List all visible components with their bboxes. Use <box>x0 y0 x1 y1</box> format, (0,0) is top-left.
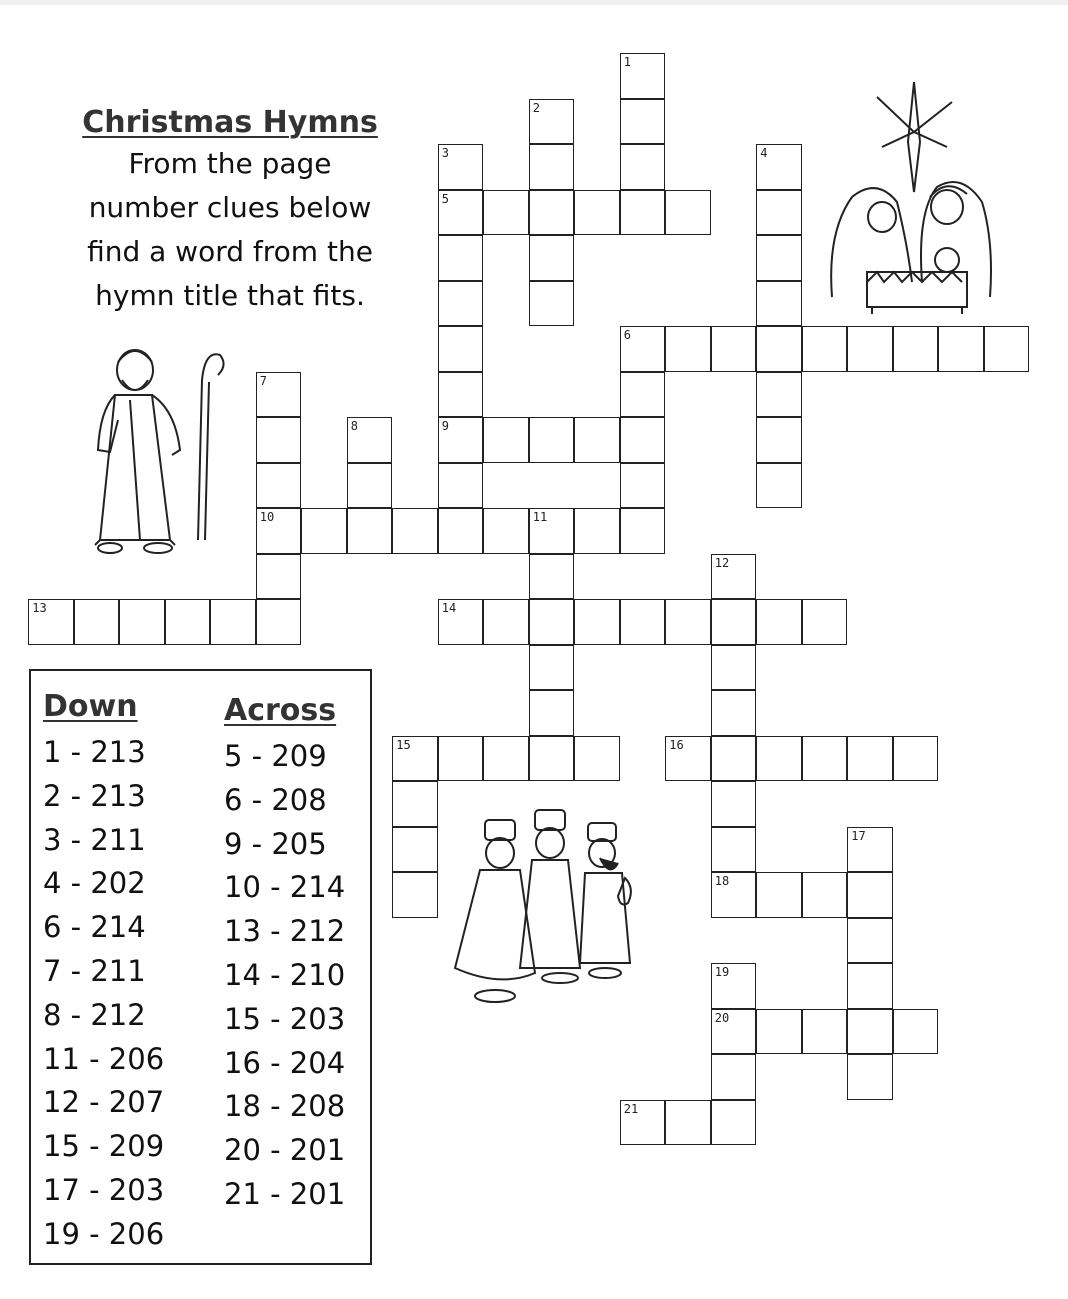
down-clue: 7 - 211 <box>43 953 146 988</box>
crossword-cell[interactable] <box>756 736 802 782</box>
crossword-cell[interactable] <box>529 599 575 645</box>
down-clue: 3 - 211 <box>43 822 146 857</box>
crossword-cell[interactable] <box>483 736 529 782</box>
crossword-cell[interactable] <box>392 736 438 782</box>
crossword-cell[interactable] <box>529 690 575 736</box>
crossword-cell[interactable] <box>756 463 802 509</box>
crossword-cell[interactable] <box>620 417 666 463</box>
crossword-cell[interactable] <box>711 827 757 873</box>
crossword-cell[interactable] <box>574 190 620 236</box>
crossword-cell[interactable] <box>392 872 438 918</box>
clue-number: 7 <box>259 373 267 388</box>
crossword-cell[interactable] <box>620 99 666 145</box>
crossword-cell[interactable] <box>347 508 393 554</box>
crossword-cell[interactable] <box>711 872 757 918</box>
crossword-cell[interactable] <box>483 417 529 463</box>
crossword-cell[interactable] <box>392 827 438 873</box>
clue-number: 13 <box>32 601 47 616</box>
across-clue: 9 - 205 <box>224 826 327 861</box>
across-clue: 14 - 210 <box>224 957 346 992</box>
crossword-cell[interactable] <box>847 1009 893 1055</box>
page-title: Christmas Hymns <box>82 105 378 140</box>
crossword-cell[interactable] <box>392 508 438 554</box>
instruction-line-2: number clues below <box>88 191 372 224</box>
across-clue: 13 - 212 <box>224 914 346 949</box>
crossword-cell[interactable] <box>574 508 620 554</box>
crossword-cell[interactable] <box>938 326 984 372</box>
crossword-cell[interactable] <box>620 53 666 99</box>
crossword-cell[interactable] <box>483 599 529 645</box>
crossword-cell[interactable] <box>802 1009 848 1055</box>
crossword-cell[interactable] <box>802 599 848 645</box>
clue-number: 11 <box>532 510 548 525</box>
clue-number: 14 <box>441 601 457 616</box>
crossword-cell[interactable] <box>438 417 484 463</box>
clue-number: 9 <box>441 419 449 434</box>
crossword-cell[interactable] <box>620 326 666 372</box>
crossword-cell[interactable] <box>756 144 802 190</box>
across-clue: 15 - 203 <box>224 1001 346 1036</box>
crossword-cell[interactable] <box>438 599 484 645</box>
clue-number: 20 <box>714 1010 730 1025</box>
crossword-cell[interactable] <box>711 326 757 372</box>
crossword-cell[interactable] <box>711 690 757 736</box>
crossword-cell[interactable] <box>756 235 802 281</box>
across-clue: 21 - 201 <box>224 1176 346 1211</box>
clue-number: 15 <box>396 737 411 752</box>
crossword-cell[interactable] <box>756 326 802 372</box>
crossword-cell[interactable] <box>802 736 848 782</box>
crossword-cell[interactable] <box>847 326 893 372</box>
crossword-cell[interactable] <box>438 235 484 281</box>
crossword-cell[interactable] <box>529 144 575 190</box>
across-clue: 18 - 208 <box>224 1089 346 1124</box>
crossword-cell[interactable] <box>119 599 165 645</box>
crossword-cell[interactable] <box>711 645 757 691</box>
crossword-cell[interactable] <box>210 599 256 645</box>
clues-box <box>29 669 372 1265</box>
crossword-cell[interactable] <box>28 599 74 645</box>
crossword-cell[interactable] <box>256 463 302 509</box>
crossword-cell[interactable] <box>711 1054 757 1100</box>
instruction-line-1: From the page <box>128 147 332 180</box>
crossword-cell[interactable] <box>756 372 802 418</box>
clue-number: 17 <box>851 828 866 843</box>
crossword-cell[interactable] <box>347 463 393 509</box>
down-clue: 8 - 212 <box>43 997 146 1032</box>
crossword-cell[interactable] <box>165 599 211 645</box>
crossword-cell[interactable] <box>893 1009 939 1055</box>
down-clue: 4 - 202 <box>43 866 146 901</box>
clue-number: 6 <box>623 328 631 343</box>
crossword-cell[interactable] <box>438 736 484 782</box>
crossword-cell[interactable] <box>529 508 575 554</box>
down-clue: 1 - 213 <box>43 735 146 769</box>
crossword-cell[interactable] <box>438 463 484 509</box>
crossword-cell[interactable] <box>620 372 666 418</box>
crossword-cell[interactable] <box>756 417 802 463</box>
crossword-cell[interactable] <box>984 326 1030 372</box>
crossword-cell[interactable] <box>620 190 666 236</box>
crossword-cell[interactable] <box>256 508 302 554</box>
crossword-cell[interactable] <box>756 872 802 918</box>
crossword-cell[interactable] <box>756 599 802 645</box>
crossword-cell[interactable] <box>711 963 757 1009</box>
crossword-cell[interactable] <box>74 599 120 645</box>
across-clue: 6 - 208 <box>224 782 327 817</box>
down-clue: 15 - 209 <box>43 1129 165 1164</box>
down-clue: 17 - 203 <box>43 1172 165 1207</box>
crossword-cell[interactable] <box>620 599 666 645</box>
crossword-cell[interactable] <box>529 281 575 327</box>
down-heading: Down <box>43 689 138 724</box>
clue-number: 1 <box>623 55 631 70</box>
clue-number: 5 <box>441 191 449 206</box>
crossword-cell[interactable] <box>847 963 893 1009</box>
crossword-cell[interactable] <box>756 281 802 327</box>
crossword-cell[interactable] <box>711 781 757 827</box>
down-clue: 12 - 207 <box>43 1085 165 1120</box>
crossword-cell[interactable] <box>756 190 802 236</box>
across-heading: Across <box>224 693 337 728</box>
down-clues <box>43 687 164 1257</box>
clue-number: 18 <box>714 874 730 889</box>
crossword-cell[interactable] <box>347 417 393 463</box>
down-clue: 11 - 206 <box>43 1041 165 1076</box>
crossword-cell[interactable] <box>847 827 893 873</box>
crossword-cell[interactable] <box>665 190 711 236</box>
crossword-cell[interactable] <box>711 1009 757 1055</box>
down-clue: 6 - 214 <box>43 910 146 945</box>
crossword-cell[interactable] <box>256 599 302 645</box>
crossword-cell[interactable] <box>574 736 620 782</box>
crossword-cell[interactable] <box>847 736 893 782</box>
clue-number: 2 <box>532 100 540 115</box>
crossword-cell[interactable] <box>256 417 302 463</box>
across-clue: 16 - 204 <box>224 1045 346 1080</box>
crossword-cell[interactable] <box>847 918 893 964</box>
across-clue: 20 - 201 <box>224 1133 346 1168</box>
crossword-cell[interactable] <box>620 463 666 509</box>
crossword-cell[interactable] <box>711 736 757 782</box>
crossword-cell[interactable] <box>438 281 484 327</box>
crossword-cell[interactable] <box>392 781 438 827</box>
crossword-cell[interactable] <box>802 872 848 918</box>
crossword-cell[interactable] <box>620 1100 666 1146</box>
crossword-cell[interactable] <box>529 554 575 600</box>
crossword-cell[interactable] <box>665 599 711 645</box>
crossword-cell[interactable] <box>529 190 575 236</box>
crossword-cell[interactable] <box>529 417 575 463</box>
crossword-cell[interactable] <box>438 372 484 418</box>
crossword-cell[interactable] <box>620 508 666 554</box>
clue-number: 8 <box>350 419 358 434</box>
crossword-cell[interactable] <box>301 508 347 554</box>
crossword-cell[interactable] <box>529 235 575 281</box>
crossword-cell[interactable] <box>574 417 620 463</box>
crossword-cell[interactable] <box>756 1009 802 1055</box>
instruction-line-3: find a word from the <box>87 235 373 268</box>
crossword-cell[interactable] <box>438 326 484 372</box>
crossword-cell[interactable] <box>893 326 939 372</box>
crossword-cell[interactable] <box>483 190 529 236</box>
clue-number: 19 <box>714 965 730 980</box>
crossword-cell[interactable] <box>256 372 302 418</box>
crossword-cell[interactable] <box>483 508 529 554</box>
clue-number: 10 <box>259 510 275 525</box>
crossword-cell[interactable] <box>529 645 575 691</box>
crossword-cell[interactable] <box>438 144 484 190</box>
across-clue: 5 - 209 <box>224 739 327 773</box>
down-clue: 2 - 213 <box>43 778 146 813</box>
clue-number: 3 <box>441 146 449 161</box>
crossword-cell[interactable] <box>529 736 575 782</box>
across-clues <box>224 687 345 1217</box>
crossword-cell[interactable] <box>574 599 620 645</box>
clue-number: 4 <box>760 146 768 161</box>
crossword-cell[interactable] <box>620 144 666 190</box>
clue-number: 12 <box>714 555 730 570</box>
shepherd-illustration <box>80 340 230 560</box>
instruction-line-4: hymn title that fits. <box>95 279 365 312</box>
clue-number: 16 <box>669 737 684 752</box>
crossword-cell[interactable] <box>893 736 939 782</box>
nativity-illustration <box>822 82 997 318</box>
crossword-cell[interactable] <box>711 599 757 645</box>
clue-number: 21 <box>623 1101 639 1116</box>
crossword-cell[interactable] <box>847 1054 893 1100</box>
wise-men-illustration <box>440 808 645 1008</box>
crossword-cell[interactable] <box>665 736 711 782</box>
across-clue: 10 - 214 <box>224 870 346 905</box>
crossword-cell[interactable] <box>256 554 302 600</box>
down-clue: 19 - 206 <box>43 1216 165 1251</box>
crossword-cell[interactable] <box>438 190 484 236</box>
crossword-cell[interactable] <box>711 1100 757 1146</box>
crossword-cell[interactable] <box>438 508 484 554</box>
crossword-cell[interactable] <box>847 872 893 918</box>
crossword-cell[interactable] <box>665 1100 711 1146</box>
crossword-cell[interactable] <box>529 99 575 145</box>
crossword-cell[interactable] <box>711 554 757 600</box>
crossword-cell[interactable] <box>665 326 711 372</box>
crossword-cell[interactable] <box>802 326 848 372</box>
